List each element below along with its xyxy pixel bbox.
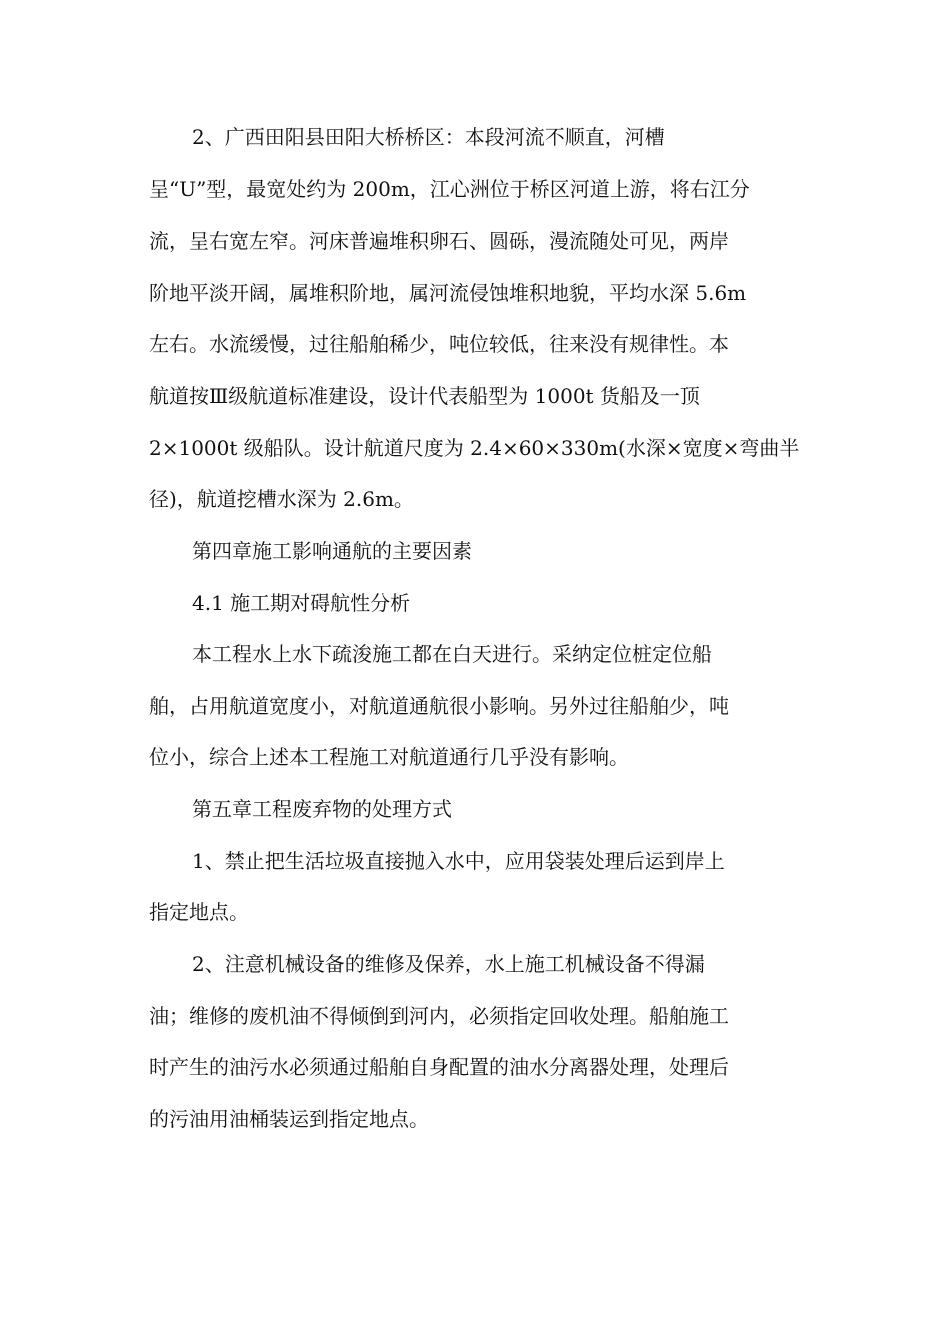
- chapter-5-heading: 第五章工程废弃物的处理方式: [192, 797, 452, 821]
- paragraph-item-1-line-1: 1、禁止把生活垃圾直接抛入水中，应用袋装处理后运到岸上: [192, 849, 725, 873]
- paragraph-bridge-line-8: 径)，航道挖槽水深为 2.6m。: [149, 487, 414, 511]
- paragraph-item-2-line-3: 时产生的油污水必须通过船舶自身配置的油水分离器处理，处理后: [149, 1055, 729, 1079]
- paragraph-bridge-line-3: 流，呈右宽左窄。河床普遍堆积卵石、圆砾，漫流随处可见，两岸: [149, 229, 729, 253]
- section-4-1-heading: 4.1 施工期对碍航性分析: [192, 591, 411, 615]
- paragraph-section-4-1-line-2: 舶，占用航道宽度小，对航道通航很小影响。另外过往船舶少，吨: [149, 694, 729, 718]
- paragraph-section-4-1-line-3: 位小，综合上述本工程施工对航道通行几乎没有影响。: [149, 745, 629, 769]
- chapter-4-heading: 第四章施工影响通航的主要因素: [192, 539, 472, 563]
- paragraph-bridge-line-7: 2×1000t 级船队。设计航道尺度为 2.4×60×330m(水深×宽度×弯曲半: [149, 436, 800, 460]
- paragraph-bridge-line-6: 航道按Ⅲ级航道标准建设，设计代表船型为 1000t 货船及一顶: [149, 384, 700, 408]
- paragraph-bridge-line-5: 左右。水流缓慢，过往船舶稀少，吨位较低，往来没有规律性。本: [149, 332, 729, 356]
- paragraph-bridge-line-4: 阶地平淡开阔，属堆积阶地，属河流侵蚀堆积地貌，平均水深 5.6m: [149, 281, 747, 305]
- paragraph-item-2-line-1: 2、注意机械设备的维修及保养，水上施工机械设备不得漏: [192, 952, 705, 976]
- paragraph-item-1-line-2: 指定地点。: [149, 900, 249, 924]
- paragraph-bridge-line-1: 2、广西田阳县田阳大桥桥区：本段河流不顺直，河槽: [192, 125, 665, 149]
- paragraph-bridge-line-2: 呈“U”型，最宽处约为 200m，江心洲位于桥区河道上游，将右江分: [149, 177, 750, 201]
- paragraph-item-2-line-4: 的污油用油桶装运到指定地点。: [149, 1107, 429, 1131]
- paragraph-section-4-1-line-1: 本工程水上水下疏浚施工都在白天进行。采纳定位桩定位船: [192, 642, 712, 666]
- paragraph-item-2-line-2: 油；维修的废机油不得倾倒到河内，必须指定回收处理。船舶施工: [149, 1004, 729, 1028]
